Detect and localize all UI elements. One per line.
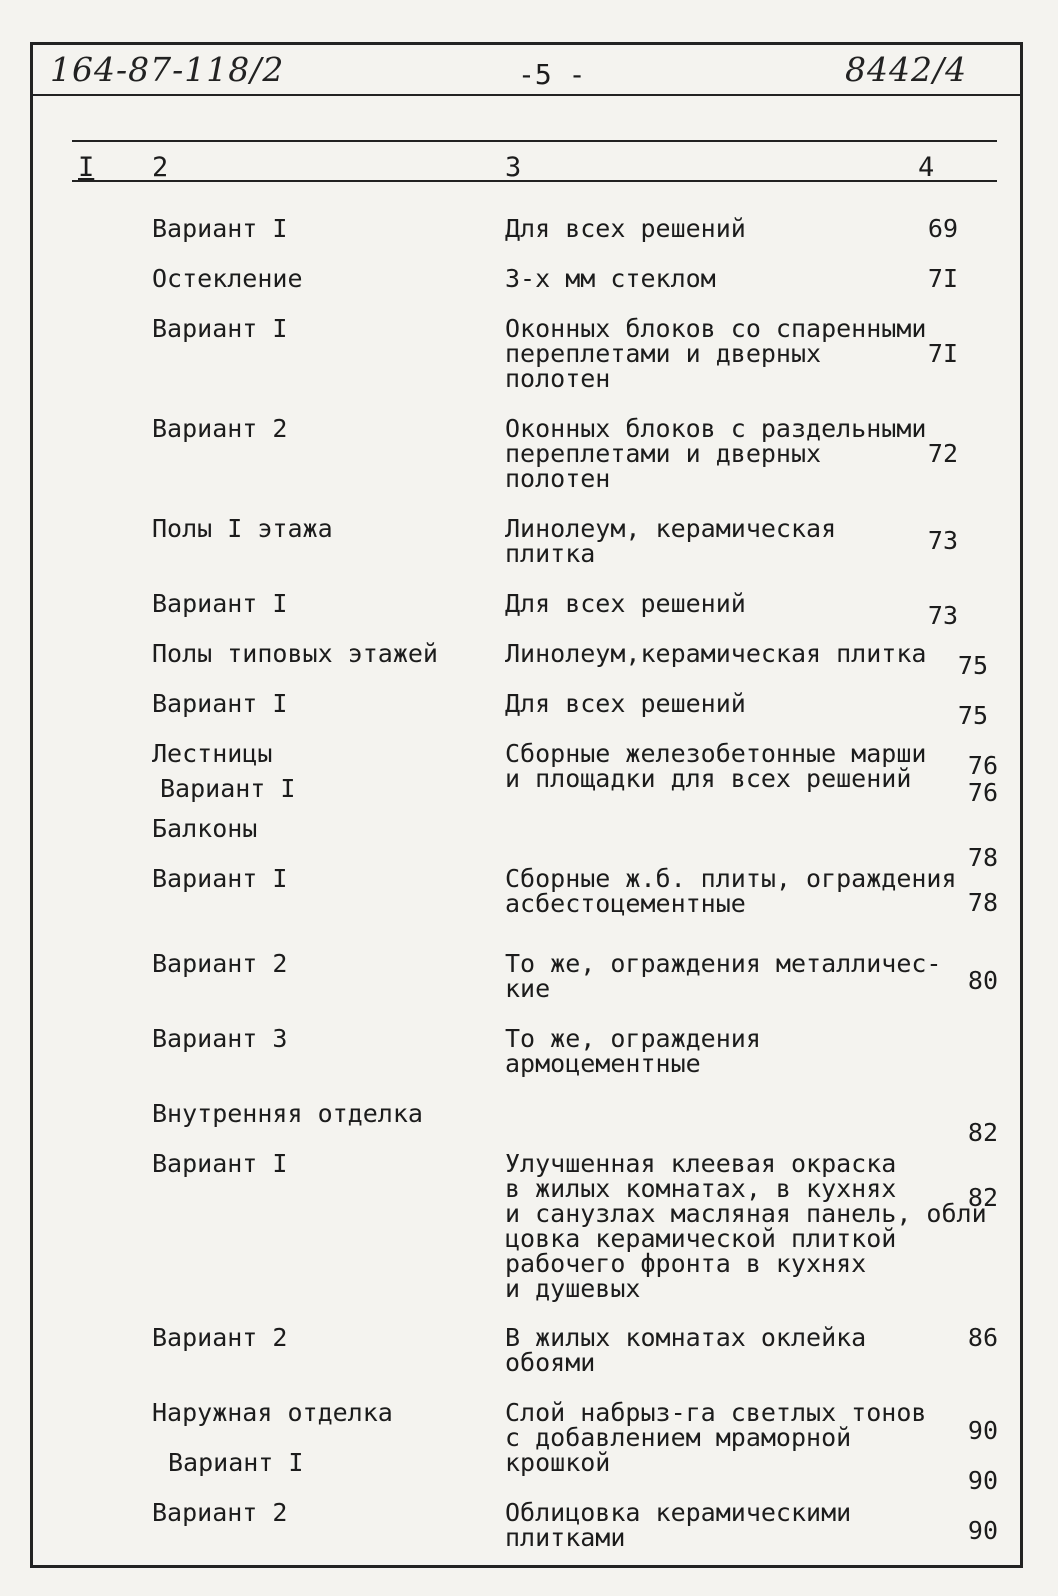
description-line: плитка <box>505 539 596 568</box>
description-line: и площадки для всех решений <box>505 764 912 793</box>
row-description <box>505 691 746 716</box>
description-line: Для всех решений <box>505 589 746 618</box>
inventory-number: 8442/4 <box>845 50 968 89</box>
row-description <box>505 316 926 391</box>
description-line: Оконных блоков со спаренными <box>505 314 927 343</box>
description-line: полотен <box>505 464 611 493</box>
description-line: То же, ограждения <box>505 1024 761 1053</box>
column-header-3: 3 <box>505 152 522 183</box>
row-description <box>505 641 926 666</box>
description-line: асбестоцементные <box>505 889 746 918</box>
page-reference: 82 <box>967 1118 998 1147</box>
page-reference: 73 <box>927 601 958 630</box>
row-description <box>505 516 836 566</box>
row-description <box>505 416 926 491</box>
row-description <box>505 1400 926 1475</box>
description-line: Оконных блоков с раздельными <box>505 414 927 443</box>
description-line: цовка керамической плиткой <box>505 1224 897 1253</box>
row-name: Остекление <box>152 264 303 293</box>
page-reference: 78 <box>967 843 998 872</box>
page-reference: 76 <box>967 778 998 807</box>
header-divider <box>30 94 1023 96</box>
description-line: армоцементные <box>505 1049 701 1078</box>
column-header-2: 2 <box>152 152 169 183</box>
page-reference: 80 <box>967 966 998 995</box>
description-line: переплетами и дверных <box>505 339 822 368</box>
row-name: Вариант I <box>160 774 296 803</box>
page-reference: 78 <box>967 888 998 917</box>
page-reference: 90 <box>967 1516 998 1545</box>
page-reference: 72 <box>927 439 958 468</box>
row-name: Вариант 2 <box>152 1323 288 1352</box>
page-reference: 76 <box>967 751 998 780</box>
row-name: Полы I этажа <box>152 514 333 543</box>
description-line: и санузлах масляная панель, обли <box>505 1199 987 1228</box>
column-header-1: I <box>78 152 95 183</box>
description-line: Для всех решений <box>505 214 746 243</box>
description-line: плитками <box>505 1523 626 1552</box>
row-description <box>505 866 957 916</box>
description-line: Линолеум,керамическая плитка <box>505 639 927 668</box>
description-line: переплетами и дверных <box>505 439 822 468</box>
description-line: То же, ограждения металличес- <box>505 949 942 978</box>
page-reference: 75 <box>957 701 988 730</box>
row-name: Вариант 3 <box>152 1024 288 1053</box>
page-number: -5 - <box>518 58 586 91</box>
description-line: Линолеум, керамическая <box>505 514 837 543</box>
description-line: кие <box>505 974 551 1003</box>
description-line: Сборные железобетонные марши <box>505 739 927 768</box>
description-line: Слой набрыз-га светлых тонов <box>505 1398 927 1427</box>
table-header-rule <box>72 180 997 182</box>
row-name: Лестницы <box>152 739 273 768</box>
description-line: Улучшенная клеевая окраска <box>505 1149 897 1178</box>
row-name: Вариант I <box>152 314 288 343</box>
page-reference: 82 <box>967 1183 998 1212</box>
description-line: В жилых комнатах оклейка <box>505 1323 867 1352</box>
column-header-4: 4 <box>918 152 935 183</box>
row-name: Вариант I <box>152 689 288 718</box>
table-top-rule <box>72 140 997 142</box>
description-line: рабочего фронта в кухнях <box>505 1249 867 1278</box>
row-name: Вариант 2 <box>152 1498 288 1527</box>
row-name: Вариант I <box>152 214 288 243</box>
description-line: и душевых <box>505 1274 641 1303</box>
description-line: обоями <box>505 1348 596 1377</box>
description-line: с добавлением мраморной <box>505 1423 852 1452</box>
row-name: Вариант I <box>152 864 288 893</box>
row-name: Вариант I <box>152 589 288 618</box>
page-reference: 90 <box>967 1466 998 1495</box>
row-description <box>505 266 716 291</box>
row-name: Вариант 2 <box>152 949 288 978</box>
page-reference: 7I <box>927 264 958 293</box>
row-name: Полы типовых этажей <box>152 639 438 668</box>
page-reference: 73 <box>927 526 958 555</box>
description-line: 3-х мм стеклом <box>505 264 716 293</box>
row-name: Вариант 2 <box>152 414 288 443</box>
page-reference: 69 <box>927 214 958 243</box>
row-description <box>505 1151 987 1301</box>
description-line: полотен <box>505 364 611 393</box>
row-description <box>505 216 746 241</box>
row-name: Вариант I <box>152 1149 288 1178</box>
row-name: Наружная отделка <box>152 1398 393 1427</box>
description-line: в жилых комнатах, в кухнях <box>505 1174 897 1203</box>
row-description <box>505 591 746 616</box>
row-description <box>505 1500 851 1550</box>
page-reference: 86 <box>967 1323 998 1352</box>
row-description <box>505 741 926 791</box>
row-name: Вариант I <box>168 1448 304 1477</box>
page-reference: 7I <box>927 339 958 368</box>
doc-code: 164-87-118/2 <box>50 50 285 89</box>
row-description <box>505 951 942 1001</box>
row-description <box>505 1325 866 1375</box>
page-reference: 75 <box>957 651 988 680</box>
description-line: крошкой <box>505 1448 611 1477</box>
description-line: Облицовка керамическими <box>505 1498 852 1527</box>
description-line: Сборные ж.б. плиты, ограждения <box>505 864 957 893</box>
row-description <box>505 1026 761 1076</box>
row-name: Балконы <box>152 814 258 843</box>
row-name: Внутренняя отделка <box>152 1099 423 1128</box>
page-reference: 90 <box>967 1416 998 1445</box>
description-line: Для всех решений <box>505 689 746 718</box>
